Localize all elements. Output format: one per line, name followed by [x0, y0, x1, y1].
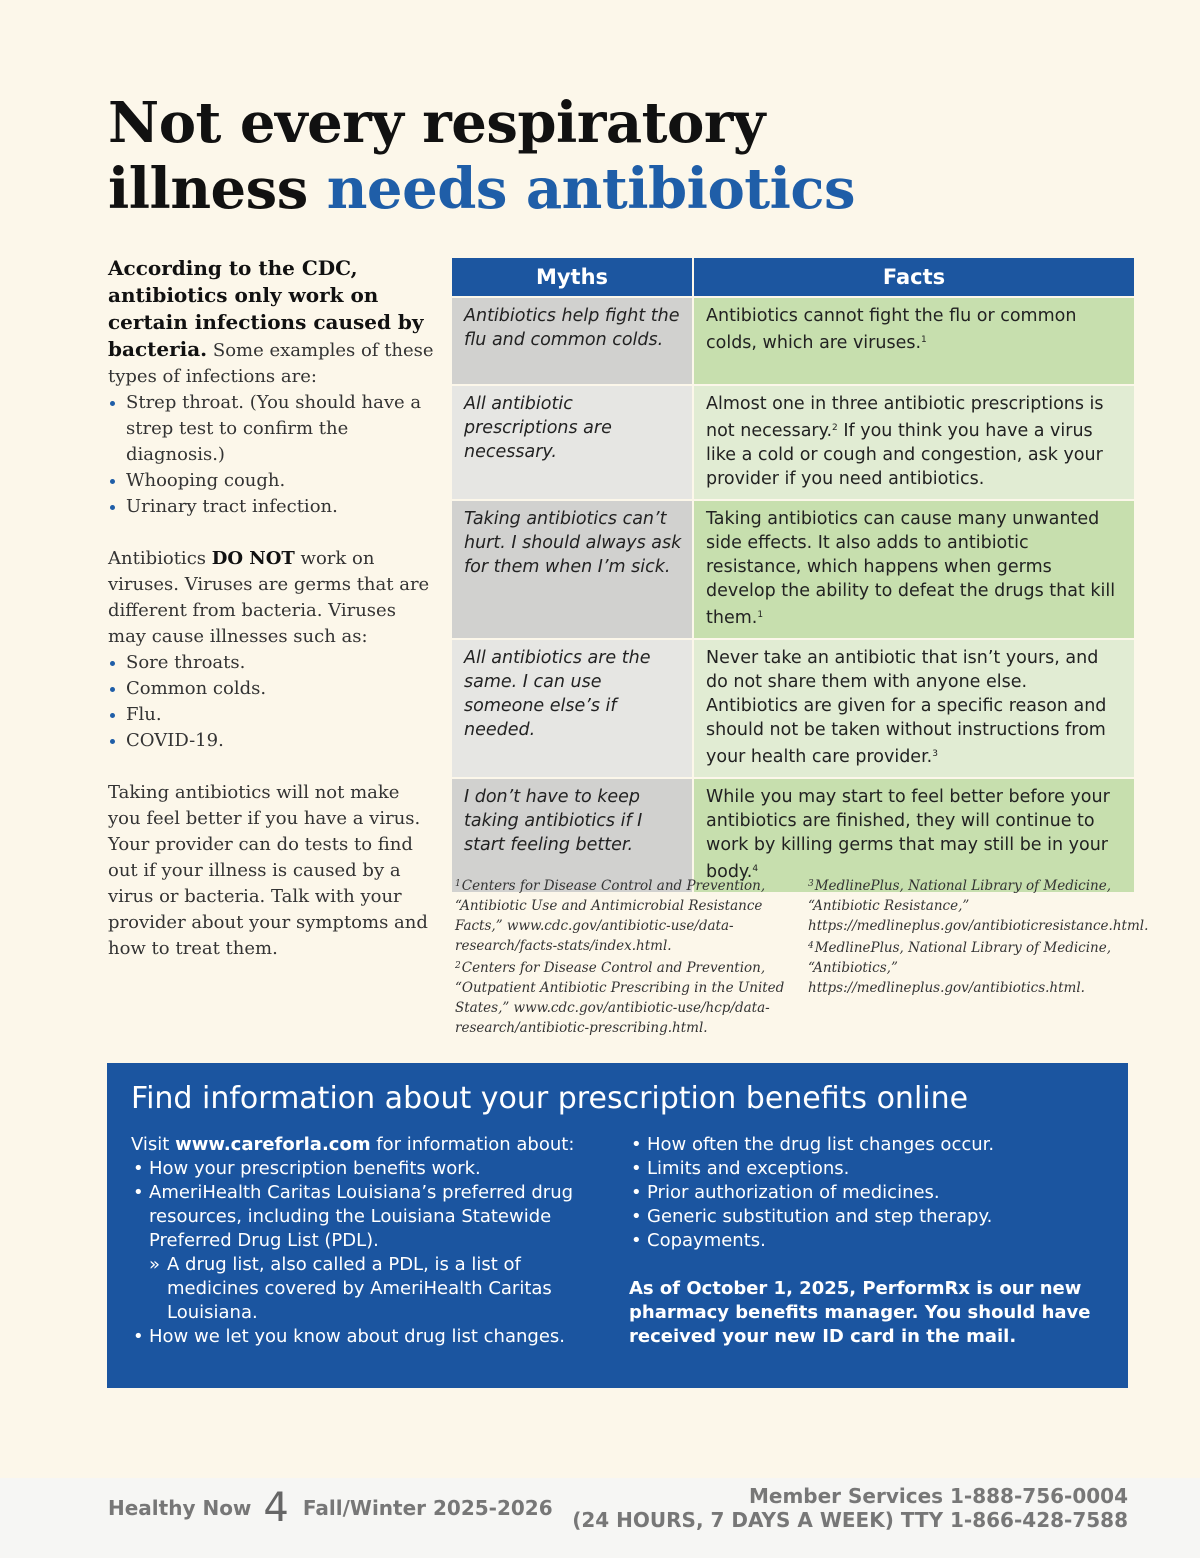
table-row	[452, 296, 1134, 384]
list-item: Common colds.	[108, 676, 434, 702]
fact-cell	[694, 296, 1134, 384]
visit-post: for information about:	[370, 1134, 575, 1155]
footnote-text: MedlinePlus, National Library of Medicine, “Antibiotics,” https://medlineplus.gov/antibiotics.html.	[808, 940, 1112, 996]
info-left-column	[131, 1133, 601, 1349]
bacterial-examples-list	[108, 390, 434, 520]
footer-publication	[108, 1485, 553, 1531]
facts-header: Facts	[694, 258, 1134, 296]
list-item: • How your prescription benefits work.	[131, 1157, 601, 1181]
footnote-number: 3	[808, 879, 814, 889]
list-item: Whooping cough.	[108, 468, 434, 494]
fact-text: Almost one in three antibiotic prescriptions is not necessary.	[706, 394, 1104, 441]
footnote-ref: 2	[832, 423, 838, 433]
myth-cell: All antibiotic prescriptions are necessary.	[452, 384, 694, 499]
left-column	[108, 256, 434, 962]
footnote-text: Centers for Disease Control and Prevention, “Outpatient Antibiotic Prescribing in the United States,” www.cdc.gov/antibiotic-use/hcp/data-research/antibiotic-prescribing.html.	[455, 960, 785, 1036]
info-right-list	[629, 1133, 1109, 1253]
sub-list-item: » A drug list, also called a PDL, is a list of medicines covered by AmeriHealth Caritas Louisiana.	[131, 1253, 601, 1325]
footer-contact	[572, 1484, 1128, 1532]
info-left-list	[131, 1157, 601, 1349]
title-line-2-plain: illness	[108, 156, 327, 222]
fact-text: Taking antibiotics can cause many unwanted side effects. It also adds to antibiotic resistance, which happens when germs develop the ability to defeat the drugs that kill them.	[706, 509, 1116, 628]
table-row	[452, 499, 1134, 638]
myth-cell: Taking antibiotics can’t hurt. I should always ask for them when I’m sick.	[452, 499, 694, 638]
title-line-2-accent: needs antibiotics	[326, 156, 856, 222]
visit-pre: Visit	[131, 1134, 176, 1155]
list-item: • Generic substitution and step therapy.	[629, 1205, 1109, 1229]
fact-text: If you think you have a virus like a cold or cough and congestion, ask your provider if you need antibiotics.	[706, 421, 1103, 489]
table-row	[452, 384, 1134, 499]
hours-tty: (24 HOURS, 7 DAYS A WEEK) TTY 1-866-428-7588	[572, 1508, 1128, 1532]
viral-examples-list	[108, 650, 434, 754]
list-item: Urinary tract infection.	[108, 494, 434, 520]
footnote	[455, 956, 785, 1038]
list-item: Strep throat. (You should have a strep test to confirm the diagnosis.)	[108, 390, 434, 468]
footnote-number: 1	[455, 879, 461, 889]
footnote-ref: 1	[921, 335, 927, 345]
footnote	[455, 874, 785, 956]
do-not-emphasis: DO NOT	[211, 548, 295, 569]
intro-lead-bold: According to the CDC, antibiotics only work on certain infections caused by bacteria.	[108, 256, 424, 361]
footnote	[808, 874, 1149, 936]
table-row	[452, 638, 1134, 777]
list-item: • How often the drug list changes occur.	[629, 1133, 1109, 1157]
fact-cell	[694, 499, 1134, 638]
fact-text: While you may start to feel better before your antibiotics are finished, they will continue to work by killing germs that may still be in your body.	[706, 787, 1110, 882]
list-item: Sore throats.	[108, 650, 434, 676]
footnote-number: 2	[455, 961, 461, 971]
fact-cell	[694, 638, 1134, 777]
footnote-text: MedlinePlus, National Library of Medicine, “Antibiotic Resistance,” https://medlineplus.gov/antibioticresistance.html.	[808, 878, 1149, 934]
issue-season: Fall/Winter 2025-2026	[302, 1496, 553, 1520]
myth-cell: Antibiotics help fight the flu and common colds.	[452, 296, 694, 384]
closing-paragraph: Taking antibiotics will not make you feel better if you have a virus. Your provider can do tests to find out if your illness is caused by a virus or bacteria. Talk with your provider about your symptoms and how to treat them.	[108, 782, 428, 959]
myth-cell: I don’t have to keep taking antibiotics if I start feeling better.	[452, 777, 694, 892]
viruses-intro-post: work on viruses. Viruses are germs that are different from bacteria. Viruses may cause illnesses such as:	[108, 548, 430, 647]
title-line-1: Not every respiratory	[108, 90, 765, 156]
myths-header: Myths	[452, 258, 694, 296]
info-box-title: Find information about your prescription benefits online	[131, 1081, 969, 1116]
footnote-ref: 1	[757, 610, 764, 620]
fact-text: Never take an antibiotic that isn’t yours, and do not share them with anyone else. Antibiotics are given for a specific reason and should not be taken without instructions from your health care provider.	[706, 648, 1107, 767]
list-item: Flu.	[108, 702, 434, 728]
pbm-notice: As of October 1, 2025, PerformRx is our new pharmacy benefits manager. You should have received your new ID card in the mail.	[629, 1278, 1091, 1347]
list-item: • How we let you know about drug list changes.	[131, 1325, 601, 1349]
footnotes-column-2	[808, 874, 1149, 998]
footnote	[808, 936, 1118, 998]
fact-text: Antibiotics cannot fight the flu or common colds, which are viruses.	[706, 306, 1077, 353]
footnote-ref: 4	[752, 864, 759, 874]
viruses-paragraph	[108, 546, 434, 650]
publication-name: Healthy Now	[108, 1496, 252, 1520]
table-header-row	[452, 258, 1134, 296]
footnotes-column-1	[455, 874, 785, 1038]
list-item: • Limits and exceptions.	[629, 1157, 1109, 1181]
footnote-number: 4	[808, 941, 814, 951]
myths-facts-table	[452, 258, 1134, 892]
list-item: • AmeriHealth Caritas Louisiana’s preferred drug resources, including the Louisiana Statewide Preferred Drug List (PDL).	[131, 1181, 601, 1253]
myth-cell: All antibiotics are the same. I can use someone else’s if needed.	[452, 638, 694, 777]
page-number: 4	[263, 1485, 289, 1531]
info-right-column	[629, 1133, 1109, 1349]
list-item: • Copayments.	[629, 1229, 1109, 1253]
intro-lead-rest: Some examples of these types of infections are:	[108, 340, 434, 387]
fact-cell	[694, 384, 1134, 499]
list-item: • Prior authorization of medicines.	[629, 1181, 1109, 1205]
member-services-phone: Member Services 1-888-756-0004	[748, 1484, 1128, 1508]
prescription-info-box	[107, 1063, 1128, 1388]
page-footer	[0, 1478, 1200, 1558]
footnote-ref: 3	[932, 749, 938, 759]
list-item: COVID-19.	[108, 728, 434, 754]
footnote-text: Centers for Disease Control and Prevention, “Antibiotic Use and Antimicrobial Resistance Facts,” www.cdc.gov/antibiotic-use/data-research/facts-stats/index.html.	[455, 878, 766, 954]
visit-line	[131, 1133, 601, 1157]
intro-paragraph	[108, 256, 434, 390]
viruses-intro-pre: Antibiotics	[108, 548, 212, 569]
careforla-link[interactable]: www.careforla.com	[175, 1134, 371, 1155]
page-title	[108, 90, 1108, 222]
